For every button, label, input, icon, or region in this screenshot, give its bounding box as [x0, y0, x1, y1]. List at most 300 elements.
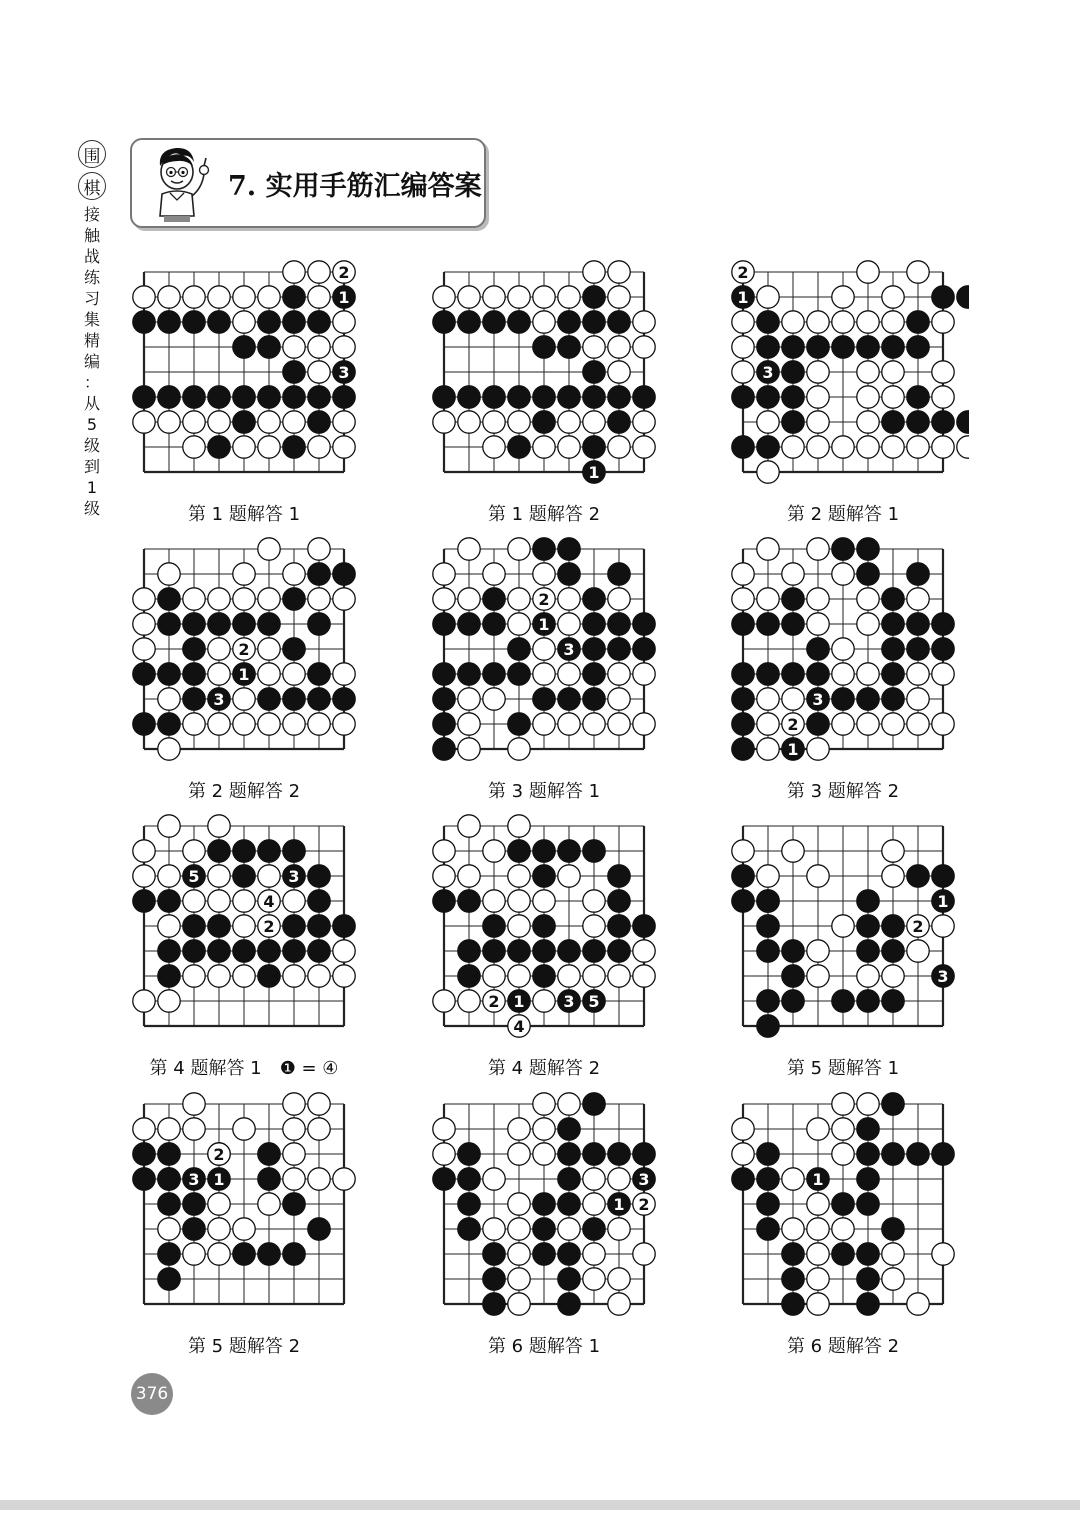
black-stone [583, 940, 605, 962]
white-stone [208, 965, 230, 987]
white-stone [233, 563, 255, 585]
white-stone [633, 965, 655, 987]
side-title-char: 集 [83, 310, 100, 329]
black-stone [308, 386, 330, 408]
black-stone [857, 336, 879, 358]
white-stone [483, 840, 505, 862]
black-stone [882, 336, 904, 358]
black-stone [533, 1193, 555, 1215]
black-stone [308, 563, 330, 585]
white-stone [158, 738, 180, 760]
black-stone [533, 1218, 555, 1240]
black-stone [882, 663, 904, 685]
black-stone [633, 915, 655, 937]
white-stone [633, 336, 655, 358]
black-stone [857, 1143, 879, 1165]
black-stone [533, 688, 555, 710]
black-stone [558, 940, 580, 962]
white-stone [558, 965, 580, 987]
black-stone [932, 286, 954, 308]
black-stone [158, 965, 180, 987]
black-stone [283, 940, 305, 962]
black-stone [508, 311, 530, 333]
white-stone [508, 286, 530, 308]
black-stone [558, 1143, 580, 1165]
white-stone [308, 336, 330, 358]
black-stone [558, 688, 580, 710]
white-stone [533, 990, 555, 1012]
white-stone [208, 890, 230, 912]
black-stone [832, 1243, 854, 1265]
diagram-caption [394, 1054, 694, 1080]
black-stone [857, 1193, 879, 1215]
go-diagram [729, 812, 969, 1054]
white-stone [533, 663, 555, 685]
side-title-char: 1 [86, 478, 98, 497]
black-stone [583, 311, 605, 333]
white-stone [483, 436, 505, 458]
black-stone [258, 336, 280, 358]
black-stone [757, 663, 779, 685]
black-stone [208, 386, 230, 408]
white-stone [732, 588, 754, 610]
black-stone [608, 386, 630, 408]
go-board [430, 812, 670, 1054]
black-stone [183, 915, 205, 937]
white-stone [158, 915, 180, 937]
caption-text: 第 5 题解答 1 [786, 1058, 900, 1079]
white-stone [133, 588, 155, 610]
white-stone [533, 1093, 555, 1115]
black-stone [158, 1193, 180, 1215]
black-stone [583, 1218, 605, 1240]
white-stone [583, 1193, 605, 1215]
white-stone [832, 311, 854, 333]
move-number: 5 [188, 867, 200, 886]
black-stone [757, 990, 779, 1012]
black-stone [732, 738, 754, 760]
black-stone [133, 890, 155, 912]
black-stone [882, 613, 904, 635]
black-stone [183, 940, 205, 962]
white-stone [857, 1093, 879, 1115]
white-stone [283, 336, 305, 358]
move-number: 3 [812, 690, 824, 709]
white-stone [882, 386, 904, 408]
black-stone [558, 336, 580, 358]
white-stone [558, 588, 580, 610]
white-stone [133, 613, 155, 635]
black-stone [757, 386, 779, 408]
white-stone [558, 713, 580, 735]
white-stone [757, 865, 779, 887]
black-stone [133, 386, 155, 408]
white-stone [583, 1243, 605, 1265]
white-stone [832, 1118, 854, 1140]
black-stone [882, 990, 904, 1012]
white-stone [508, 815, 530, 837]
white-stone [458, 713, 480, 735]
black-stone [308, 915, 330, 937]
white-stone [533, 890, 555, 912]
move-number: 1 [937, 892, 949, 911]
white-stone [857, 261, 879, 283]
white-stone [932, 1243, 954, 1265]
white-stone [583, 713, 605, 735]
caption-text: 第 3 题解答 1 [487, 781, 601, 802]
white-stone [807, 965, 829, 987]
white-stone [508, 890, 530, 912]
black-stone [583, 663, 605, 685]
white-stone [208, 1218, 230, 1240]
black-stone [807, 336, 829, 358]
white-stone [807, 411, 829, 433]
black-stone [832, 538, 854, 560]
white-stone [233, 688, 255, 710]
black-stone [308, 311, 330, 333]
move-number: 3 [762, 363, 774, 382]
white-stone [458, 865, 480, 887]
white-stone [483, 688, 505, 710]
white-stone [283, 1118, 305, 1140]
black-stone [608, 865, 630, 887]
black-stone [158, 1243, 180, 1265]
black-stone [283, 311, 305, 333]
black-stone [732, 663, 754, 685]
diagram-caption [394, 1332, 694, 1358]
black-stone [183, 311, 205, 333]
white-stone [158, 1118, 180, 1140]
white-stone [333, 940, 355, 962]
white-stone [907, 940, 929, 962]
white-stone [283, 713, 305, 735]
black-stone [258, 1143, 280, 1165]
side-title-char: 战 [83, 247, 100, 266]
white-stone [508, 538, 530, 560]
white-stone [258, 436, 280, 458]
black-stone [533, 915, 555, 937]
black-stone [483, 311, 505, 333]
white-stone [832, 713, 854, 735]
white-stone [233, 311, 255, 333]
white-stone [583, 1168, 605, 1190]
move-number: 2 [263, 917, 275, 936]
black-stone [608, 411, 630, 433]
diagram-caption [693, 1054, 993, 1080]
black-stone [907, 638, 929, 660]
white-stone [508, 865, 530, 887]
white-stone [732, 1143, 754, 1165]
white-stone [283, 411, 305, 433]
black-stone [483, 915, 505, 937]
white-stone [857, 663, 879, 685]
side-title-boxed-char: 围 [78, 140, 106, 168]
black-stone [857, 688, 879, 710]
white-stone [907, 261, 929, 283]
black-stone [608, 1143, 630, 1165]
move-number: 1 [538, 615, 550, 634]
black-stone [558, 1243, 580, 1265]
white-stone [433, 588, 455, 610]
black-stone [608, 915, 630, 937]
black-stone [757, 1168, 779, 1190]
white-stone [433, 840, 455, 862]
white-stone [308, 713, 330, 735]
white-stone [757, 688, 779, 710]
page-number: 376 [131, 1373, 173, 1415]
black-stone [183, 386, 205, 408]
white-stone [308, 286, 330, 308]
black-stone [732, 1168, 754, 1190]
black-stone [857, 1118, 879, 1140]
move-number: 3 [563, 640, 575, 659]
white-stone [333, 588, 355, 610]
white-stone [757, 538, 779, 560]
diagram-caption [394, 500, 694, 526]
move-number: 3 [638, 1170, 650, 1189]
white-stone [333, 713, 355, 735]
black-stone [757, 1015, 779, 1037]
white-stone [158, 286, 180, 308]
black-stone [133, 311, 155, 333]
black-stone [782, 386, 804, 408]
black-stone [208, 840, 230, 862]
move-number: 4 [513, 1017, 525, 1036]
white-stone [308, 1093, 330, 1115]
white-stone [558, 613, 580, 635]
caption-note: ❶ = ④ [279, 1058, 339, 1079]
black-stone [633, 1143, 655, 1165]
go-diagram [430, 1090, 670, 1332]
white-stone [807, 1118, 829, 1140]
black-stone [832, 990, 854, 1012]
black-stone [583, 286, 605, 308]
white-stone [558, 411, 580, 433]
white-stone [433, 1118, 455, 1140]
white-stone [633, 311, 655, 333]
black-stone [233, 840, 255, 862]
black-stone [608, 563, 630, 585]
black-stone [283, 436, 305, 458]
white-stone [308, 588, 330, 610]
white-stone [857, 411, 879, 433]
white-stone [732, 840, 754, 862]
black-stone [583, 638, 605, 660]
white-stone [433, 865, 455, 887]
black-stone [782, 361, 804, 383]
black-stone [183, 638, 205, 660]
white-stone [807, 940, 829, 962]
black-stone [433, 713, 455, 735]
black-stone [208, 613, 230, 635]
white-stone [633, 1243, 655, 1265]
black-stone [158, 386, 180, 408]
diagram-caption [94, 1054, 394, 1080]
white-stone [882, 361, 904, 383]
go-board [130, 812, 370, 1054]
black-stone [233, 336, 255, 358]
white-stone [782, 563, 804, 585]
black-stone [957, 411, 969, 433]
white-stone [533, 286, 555, 308]
black-stone [183, 613, 205, 635]
white-stone [283, 261, 305, 283]
black-stone [782, 940, 804, 962]
black-stone [757, 311, 779, 333]
black-stone [807, 713, 829, 735]
white-stone [882, 1268, 904, 1290]
black-stone [158, 1143, 180, 1165]
white-stone [458, 538, 480, 560]
move-number: 3 [213, 690, 225, 709]
move-number: 4 [263, 892, 275, 911]
black-stone [932, 1143, 954, 1165]
black-stone [583, 361, 605, 383]
white-stone [882, 965, 904, 987]
white-stone [208, 865, 230, 887]
white-stone [183, 1243, 205, 1265]
white-stone [932, 361, 954, 383]
white-stone [608, 286, 630, 308]
white-stone [308, 261, 330, 283]
white-stone [483, 563, 505, 585]
caption-text: 第 2 题解答 2 [187, 781, 301, 802]
white-stone [283, 663, 305, 685]
side-title-char: 练 [83, 268, 100, 287]
white-stone [508, 1243, 530, 1265]
white-stone [583, 965, 605, 987]
black-stone [857, 563, 879, 585]
black-stone [732, 865, 754, 887]
white-stone [133, 840, 155, 862]
black-stone [757, 613, 779, 635]
white-stone [558, 286, 580, 308]
black-stone [907, 386, 929, 408]
black-stone [258, 940, 280, 962]
black-stone [183, 1193, 205, 1215]
white-stone [483, 965, 505, 987]
move-number: 1 [338, 288, 350, 307]
black-stone [258, 965, 280, 987]
white-stone [258, 538, 280, 560]
white-stone [283, 1093, 305, 1115]
white-stone [308, 1168, 330, 1190]
white-stone [757, 738, 779, 760]
black-stone [882, 915, 904, 937]
black-stone [857, 940, 879, 962]
black-stone [558, 1168, 580, 1190]
white-stone [757, 588, 779, 610]
black-stone [283, 1193, 305, 1215]
black-stone [583, 688, 605, 710]
black-stone [558, 311, 580, 333]
black-stone [882, 940, 904, 962]
black-stone [857, 1168, 879, 1190]
white-stone [608, 663, 630, 685]
black-stone [857, 890, 879, 912]
white-stone [483, 411, 505, 433]
black-stone [807, 663, 829, 685]
black-stone [533, 965, 555, 987]
caption-text: 第 4 题解答 1 [149, 1058, 262, 1079]
black-stone [258, 840, 280, 862]
black-stone [133, 713, 155, 735]
go-diagram [130, 1090, 370, 1332]
black-stone [907, 1143, 929, 1165]
white-stone [732, 563, 754, 585]
black-stone [782, 1268, 804, 1290]
white-stone [433, 563, 455, 585]
white-stone [233, 436, 255, 458]
side-title-char: ： [83, 373, 100, 392]
black-stone [308, 411, 330, 433]
black-stone [832, 1193, 854, 1215]
white-stone [258, 713, 280, 735]
go-diagram [430, 258, 670, 500]
black-stone [483, 1293, 505, 1315]
white-stone [907, 588, 929, 610]
black-stone [508, 940, 530, 962]
black-stone [308, 663, 330, 685]
white-stone [183, 965, 205, 987]
black-stone [533, 940, 555, 962]
white-stone [608, 965, 630, 987]
black-stone [732, 688, 754, 710]
white-stone [233, 286, 255, 308]
move-number: 1 [238, 665, 250, 684]
white-stone [133, 411, 155, 433]
white-stone [283, 1143, 305, 1165]
white-stone [732, 336, 754, 358]
black-stone [233, 411, 255, 433]
white-stone [633, 940, 655, 962]
white-stone [782, 311, 804, 333]
black-stone [458, 940, 480, 962]
black-stone [558, 386, 580, 408]
white-stone [208, 286, 230, 308]
move-number: 2 [638, 1195, 650, 1214]
black-stone [133, 1168, 155, 1190]
white-stone [807, 1293, 829, 1315]
white-stone [258, 865, 280, 887]
bottom-divider [0, 1500, 1080, 1510]
move-number: 2 [338, 263, 350, 282]
white-stone [857, 965, 879, 987]
white-stone [508, 1293, 530, 1315]
black-stone [483, 940, 505, 962]
white-stone [458, 815, 480, 837]
black-stone [533, 840, 555, 862]
white-stone [757, 286, 779, 308]
black-stone [757, 1218, 779, 1240]
white-stone [158, 688, 180, 710]
white-stone [183, 890, 205, 912]
black-stone [433, 311, 455, 333]
black-stone [782, 588, 804, 610]
side-title-char: 习 [83, 289, 100, 308]
black-stone [932, 411, 954, 433]
move-number: 2 [538, 590, 550, 609]
white-stone [483, 1218, 505, 1240]
black-stone [183, 1218, 205, 1240]
white-stone [857, 311, 879, 333]
white-stone [208, 1193, 230, 1215]
black-stone [308, 865, 330, 887]
side-title-char: 级 [83, 436, 100, 455]
white-stone [508, 1143, 530, 1165]
side-title-char: 接 [83, 205, 100, 224]
black-stone [158, 588, 180, 610]
